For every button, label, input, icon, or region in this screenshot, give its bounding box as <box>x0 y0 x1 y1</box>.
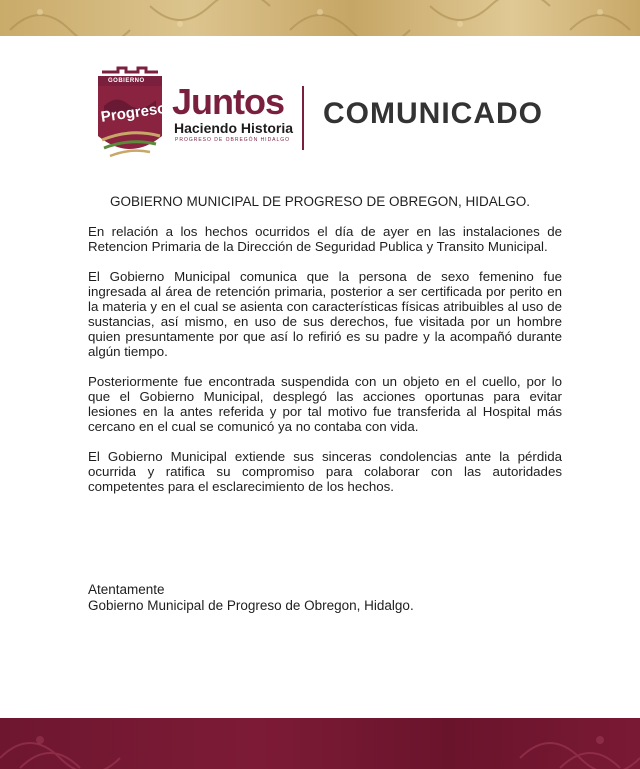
paragraph-1: En relación a los hechos ocurridos el día de ayer en las instalaciones de Retencion Primaria de la Dirección de Seguridad Publica y Transito Municipal. <box>88 224 562 254</box>
slogan-secondary: Haciendo Historia <box>174 120 294 136</box>
document-type-title: COMUNICADO <box>323 97 543 130</box>
signature-block <box>88 582 414 614</box>
bottom-ornament-pattern <box>0 718 640 769</box>
emblem-town-label: Progreso <box>99 99 168 126</box>
slogan-sub: PROGRESO DE OBREGÓN HIDALGO <box>175 137 291 143</box>
slogan-divider <box>302 86 304 150</box>
paragraph-4: El Gobierno Municipal extiende sus sinceras condolencias ante la pérdida ocurrida y ratifica su compromiso para colaborar con las autoridades competentes para el esclarecimiento de los hechos. <box>88 449 562 494</box>
emblem-top-label: GOBIERNO <box>108 78 145 84</box>
municipal-emblem-logo <box>94 66 166 166</box>
signature-text: Gobierno Municipal de Progreso de Obregon, Hidalgo. <box>88 598 414 613</box>
slogan-block <box>172 81 307 152</box>
document-body <box>88 224 562 509</box>
bottom-decorative-band <box>0 718 640 769</box>
closing-text: Atentamente <box>88 582 165 597</box>
top-decorative-band <box>0 0 640 36</box>
top-ornament-pattern <box>0 0 640 36</box>
paragraph-2: El Gobierno Municipal comunica que la persona de sexo femenino fue ingresada al área de retención primaria, posterior a ser certificada por perito en la materia y en el cual se asienta con características físicas atribuibles al uso de sustancias, así mismo, en uso de sus derechos, fue visitada por un hombre quien presuntamente por que así lo refirió es su padre y la acompañó durante algún tiempo. <box>88 269 562 359</box>
document-heading: GOBIERNO MUNICIPAL DE PROGRESO DE OBREGON, HIDALGO. <box>109 194 531 209</box>
slogan-main: Juntos <box>172 81 285 122</box>
paragraph-3: Posteriormente fue encontrada suspendida con un objeto en el cuello, por lo que el Gobierno Municipal, desplegó las acciones oportunas para evitar lesiones en la antes referida y por tal motivo fue transferida al Hospital más cercano en el cual se comunicó ya no contaba con vida. <box>88 374 562 434</box>
